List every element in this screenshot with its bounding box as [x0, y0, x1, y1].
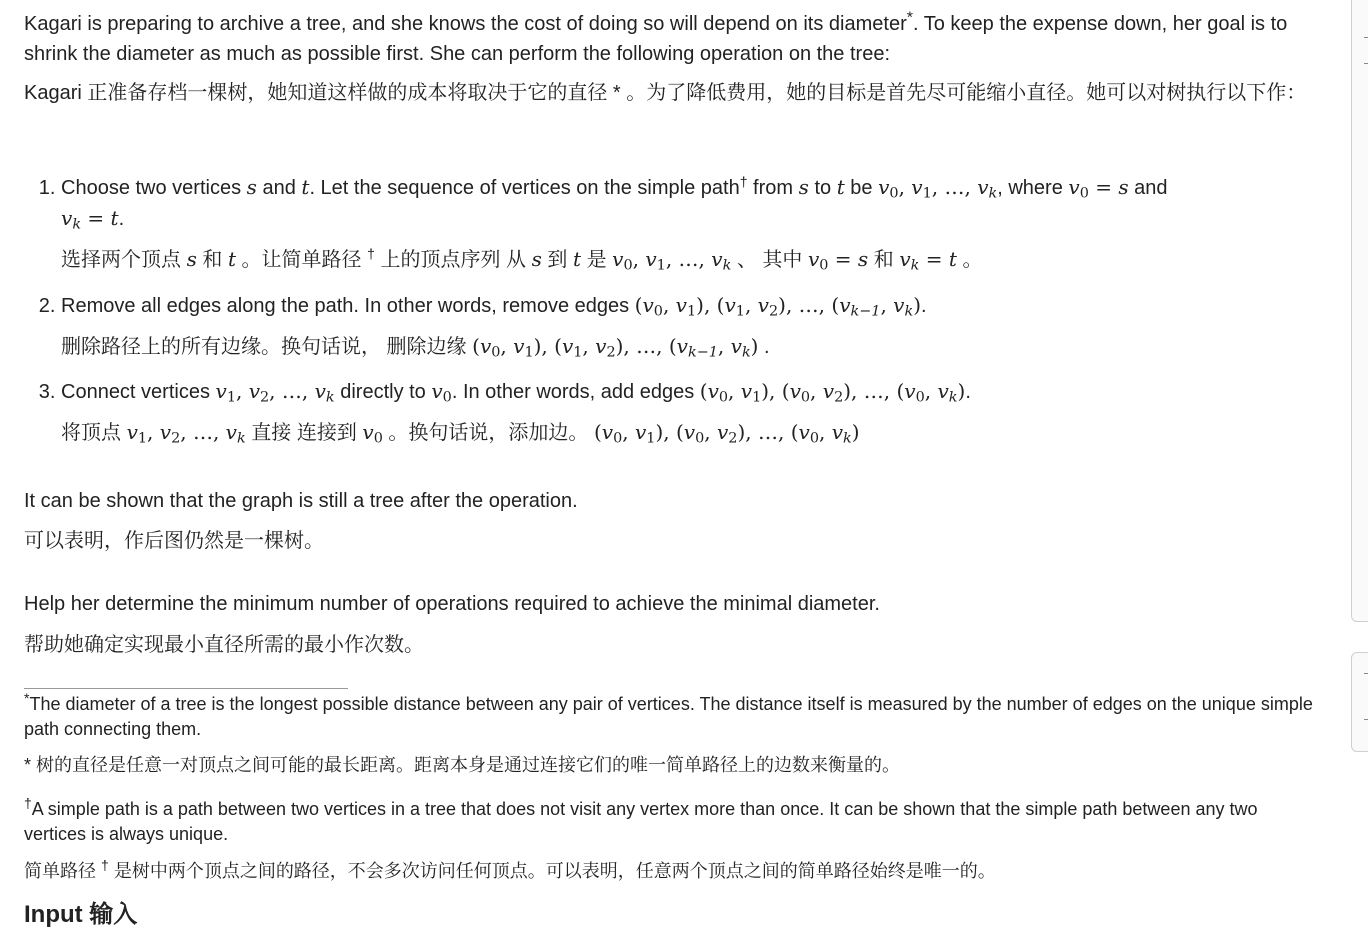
step-2: [61, 290, 1351, 376]
footnote-star-zh: * 树的直径是任意一对顶点之间可能的最长距离。距离本身是通过连接它们的唯一简单路径上的边数来衡量的。: [24, 755, 901, 775]
intro-zh: Kagari 正准备存档一棵树，她知道这样做的成本将取决于它的直径 * 。为了降低费用，她的目标是首先尽可能缩小直径。她可以对树执行以下作：: [24, 82, 1307, 104]
step-3-zh: 将顶点 $v_1$, $v_2$, …, $v_k$ 直接 连接到 $v_0$ 。换句话说，添加边。 ($v_0$, $v_1$), ($v_0$, $v_2$), …, ($v_0$, $v_k$): [61, 420, 860, 447]
added-edges: ($v_0$, $v_1$), ($v_0$, $v_2$), …, ($v_0$, $v_k$): [699, 379, 966, 406]
footnote-star-en: *The diameter of a tree is the longest possible distance between any pair of vertices. The distance itself is measured by the number of edges on the unique simple path connecting them.: [24, 690, 1313, 739]
step-3: [61, 376, 1351, 448]
task-en: Help her determine the minimum number of operations required to achieve the minimal diameter.: [24, 593, 880, 615]
intro-en: Kagari is preparing to archive a tree, and she knows the cost of doing so will depend on its diameter*. To keep the expense down, her goal is to shrink the diameter as much as possible first. She can perform the following operation on the tree:: [24, 9, 1288, 65]
task-zh: 帮助她确定实现最小直径所需的最小作次数。: [24, 634, 424, 656]
step-3-en: Connect vertices $v_1$, $v_2$, …, $v_k$ directly to $v_0$. In other words, add edges ($v_0$, $v_1$), ($v_0$, $v_2$), …, ($v_0$, $v_k$).: [61, 379, 971, 406]
step-1-en: Choose two vertices s and t. Let the sequence of vertices on the simple path† from s to t be $v_0$, $v_1$, …, $v_k$, where $v_0 = s$ and $v_k = t$.: [61, 173, 1168, 233]
input-heading: Input 输入: [24, 901, 138, 928]
step-1-zh: 选择两个顶点 s 和 t 。让简单路径 † 上的顶点序列 从 s 到 t 是 $v_0$, $v_1$, …, $v_k$ 、 其中 $v_0 = s$ 和 $v_k = t$ 。: [61, 245, 983, 274]
step-2-en: Remove all edges along the path. In other words, remove edges ($v_0$, $v_1$), ($v_1$, $v_2$), …, ($v_{k-1}$, $v_k$).: [61, 293, 927, 320]
operation-steps: [24, 172, 1351, 448]
step-2-zh: 删除路径上的所有边缘。换句话说， 删除边缘 ($v_0$, $v_1$), ($v_1$, $v_2$), …, ($v_{k-1}$, $v_k$) .: [61, 334, 770, 361]
footnote-dagger-en: †A simple path is a path between two vertices in a tree that does not visit any vertex more than once. It can be shown that the simple path between any two vertices is always unique.: [24, 795, 1258, 844]
removed-edges: ($v_0$, $v_1$), ($v_1$, $v_2$), …, ($v_{k-1}$, $v_k$): [634, 293, 922, 320]
footnote-divider: [24, 688, 348, 689]
after-en: It can be shown that the graph is still a tree after the operation.: [24, 490, 578, 512]
dagger-footnote-mark[interactable]: †: [739, 173, 748, 190]
side-panel-bottom[interactable]: [1351, 652, 1368, 752]
after-zh: 可以表明，作后图仍然是一棵树。: [24, 530, 324, 552]
footnote-dagger-zh: 简单路径 † 是树中两个顶点之间的路径，不会多次访问任何顶点。可以表明，任意两个顶点之间的简单路径始终是唯一的。: [24, 857, 996, 881]
vertex-sequence: $v_0$, $v_1$, …, $v_k$: [878, 175, 998, 202]
star-footnote-mark[interactable]: *: [906, 9, 913, 27]
step-1: [61, 172, 1351, 290]
side-panel-top[interactable]: [1351, 0, 1368, 622]
